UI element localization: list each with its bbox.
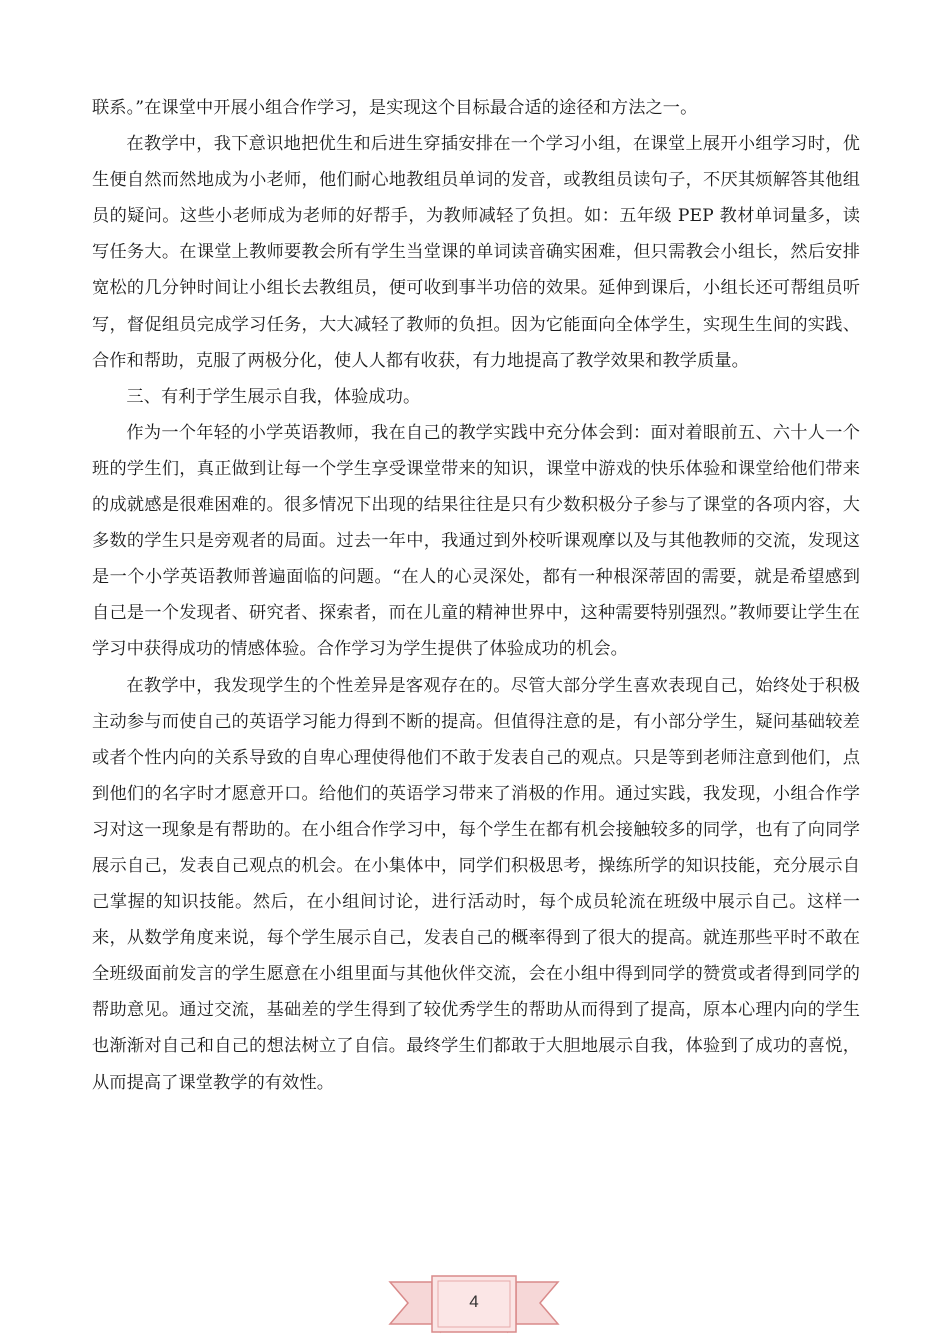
page-number-ribbon bbox=[388, 1270, 560, 1338]
paragraph-continuation: 联系。”在课堂中开展小组合作学习，是实现这个目标最合适的途径和方法之一。 bbox=[92, 98, 698, 118]
section-heading-three: 三、有利于学生展示自我，体验成功。 bbox=[126, 386, 421, 407]
page-number: 4 bbox=[469, 1292, 479, 1311]
paragraph-teaching-experience: 作为一个年轻的小学英语教师，我在自己的教学实践中充分体会到：面对着眼前五、六十人一个班的学生们，真正做到让每一个学生享受课堂带来的知识，课堂中游戏的快乐体验和课堂给他们带来的成就感是很难困难的。很多情况下出现的结果往往是只有少数积极分子参与了课堂的各项内容，大多数的学生只是旁观者的局面。过去一年中，我通过到外校听课观摩以及与其他教师的交流，发现这是一个小学英语教师普遍面临的问题。“在人的心灵深处，都有一种根深蒂固的需要，就是希望感到自己是一个发现者、研究者、探索者，而在儿童的精神世界中，这种需要特别强烈。”教师要让学生在学习中获得成功的情感体验。合作学习为学生提供了体验成功的机会。 bbox=[92, 422, 860, 660]
paragraph-individual-differences: 在教学中，我发现学生的个性差异是客观存在的。尽管大部分学生喜欢表现自己，始终处于积极主动参与而使自己的英语学习能力得到不断的提高。但值得注意的是，有小部分学生，疑问基础较差或者个性内向的关系导致的自卑心理使得他们不敢于发表自己的观点。只是等到老师注意到他们，点到他们的名字时才愿意开口。给他们的英语学习带来了消极的作用。通过实践，我发现，小组合作学习对这一现象是有帮助的。在小组合作学习中，每个学生在都有机会接触较多的同学，也有了向同学展示自己，发表自己观点的机会。在小集体中，同学们积极思考，操练所学的知识技能，充分展示自己掌握的知识技能。然后，在小组间讨论，进行活动时，每个成员轮流在班级中展示自己。这样一来，从数学角度来说，每个学生展示自己，发表自己的概率得到了很大的提高。就连那些平时不敢在全班级面前发言的学生愿意在小组里面与其他伙伴交流，会在小组中得到同学的赞赏或者得到同学的帮助意见。通过交流，基础差的学生得到了较优秀学生的帮助从而得到了提高，原本心理内向的学生也渐渐对自己和自己的想法树立了自信。最终学生们都敢于大胆地展示自我，体验到了成功的喜悦，从而提高了课堂教学的有效性。 bbox=[92, 675, 860, 1093]
document-body bbox=[92, 90, 860, 1101]
paragraph-group-learning: 在教学中，我下意识地把优生和后进生穿插安排在一个学习小组，在课堂上展开小组学习时，优生便自然而然地成为小老师，他们耐心地教组员单词的发音，或教组员读句子，不厌其烦解答其他组员的疑问。这些小老师成为老师的好帮手，为教师减轻了负担。如：五年级 PEP 教材单词量多，读写任务大。在课堂上教师要教会所有学生当堂课的单词读音确实困难，但只需教会小组长，然后安排宽松的几分钟时间让小组长去教组员，便可收到事半功倍的效果。延伸到课后，小组长还可帮组员听写，督促组员完成学习任务，大大减轻了教师的负担。因为它能面向全体学生，实现生生间的实践、合作和帮助，克服了两极分化，使人人都有收获，有力地提高了教学效果和教学质量。 bbox=[92, 134, 860, 371]
